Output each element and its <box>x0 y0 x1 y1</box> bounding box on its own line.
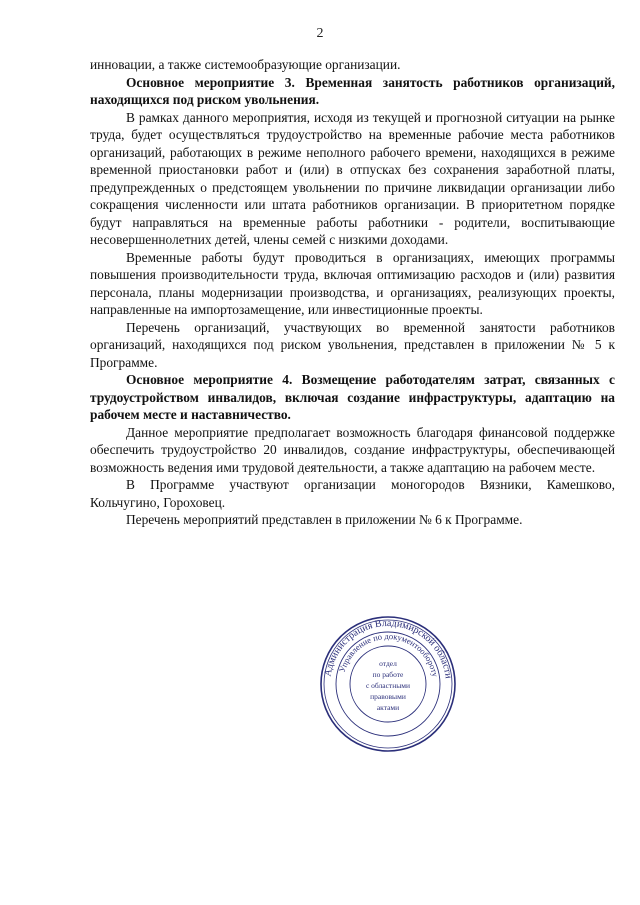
section-heading: Основное мероприятие 3. Временная занятость работников организаций, находящихся под риском увольнения. <box>90 74 615 107</box>
paragraph: Перечень организаций, участвующих во временной занятости работников организаций, находящихся под риском увольнения, представлен в приложении № 5 к Программе. <box>90 319 615 370</box>
page-number: 2 <box>316 26 324 41</box>
paragraph: Данное мероприятие предполагает возможность благодаря финансовой поддержке обеспечить трудоустройство 20 инвалидов, создание инфраструктуры, обеспечивающей возможность ведения ими трудовой деятельности, а также адаптацию на рабочем месте. <box>90 424 615 475</box>
official-stamp <box>318 614 458 754</box>
stamp-center-line: отдел <box>379 659 397 668</box>
stamp-center-line: с областными <box>365 681 411 690</box>
stamp-center-line: актами <box>376 703 400 712</box>
paragraph: В рамках данного мероприятия, исходя из текущей и прогнозной ситуации на рынке труда, будет осуществляться трудоустройство на временные рабочие места работников организаций, работающих в режиме неполного рабочего времени, находящихся в режиме временной приостановки работ и (или) в отпусках без сохранения заработной платы, предупрежденных о предстоящем увольнении по причине ликвидации организации либо сокращения численности или штата работников организации. В приоритетном порядке будут направляться на временные работы работники - родители, воспитывающие несовершеннолетних детей, члены семей с низкими доходами. <box>90 109 615 247</box>
paragraph: В Программе участвуют организации моногородов Вязники, Камешково, Кольчугино, Гороховец. <box>90 477 615 510</box>
paragraph: Временные работы будут проводиться в организациях, имеющих программы повышения производительности труда, включая оптимизацию расходов и (или) развития персонала, планы модернизации производства, и организациях, реализующих проекты, направленные на импортозамещение, или инвестиционные проекты. <box>90 249 615 317</box>
paragraph: инновации, а также системообразующие организации. <box>90 57 401 72</box>
document-body <box>90 56 615 529</box>
stamp-center-line: правовыми <box>370 692 406 701</box>
stamp-inner-text: Управление по документообороту <box>336 630 441 678</box>
stamp-outer-text: Администрация Владимирской области <box>322 617 454 680</box>
section-heading: Основное мероприятие 4. Возмещение работодателям затрат, связанных с трудоустройством инвалидов, включая создание инфраструктуры, адаптацию на рабочем месте и наставничество. <box>90 372 615 422</box>
stamp-center-line: по работе <box>372 670 404 679</box>
paragraph: Перечень мероприятий представлен в приложении № 6 к Программе. <box>126 512 523 527</box>
